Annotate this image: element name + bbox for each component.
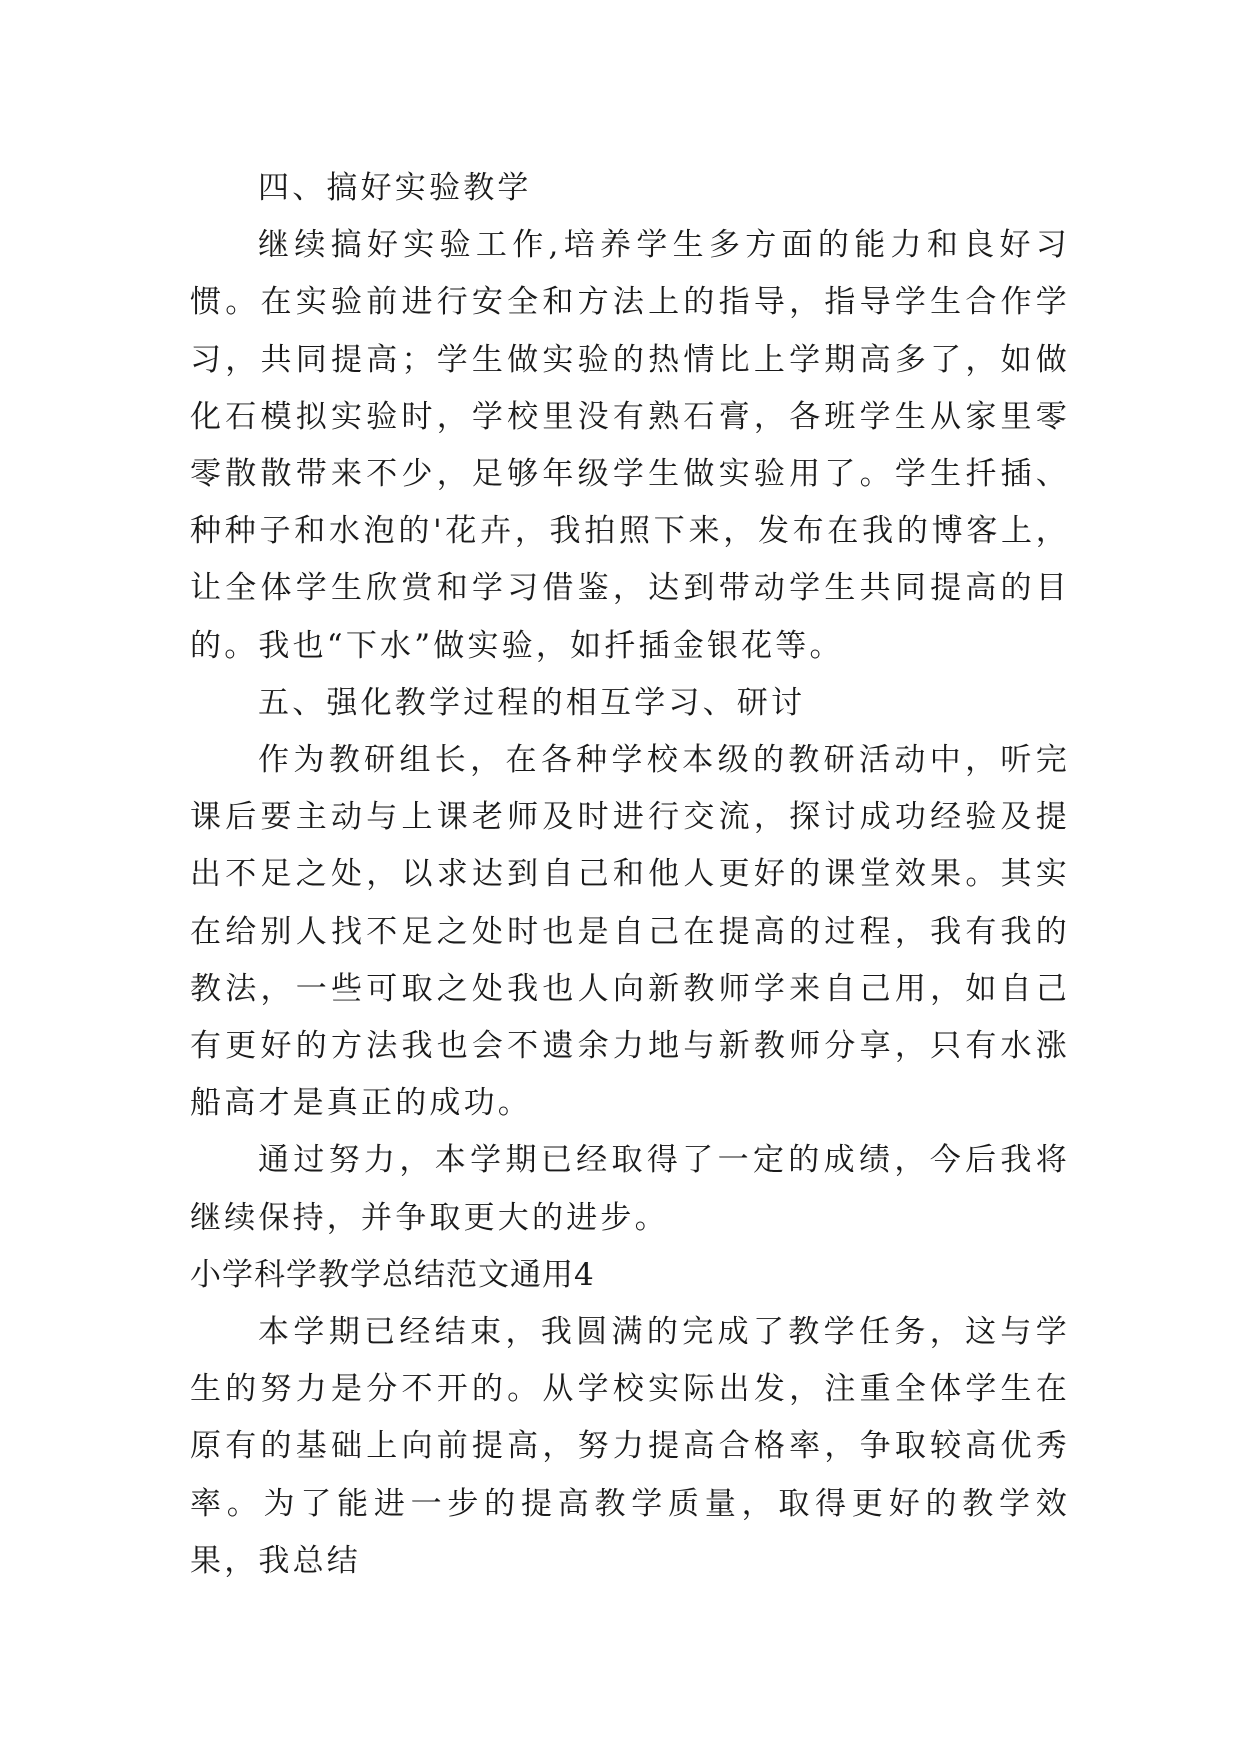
paragraph-semester-summary: 本学期已经结束，我圆满的完成了教学任务，这与学生的努力是分不开的。从学校实际出发，注重全体学生在原有的基础上向前提高，努力提高合格率，争取较高优秀率。为了能进一步的提高教学质量，取得更好的教学效果，我总结	[190, 1314, 1070, 1579]
section-heading-4: 四、搞好实验教学	[258, 170, 532, 206]
section-heading-5: 五、强化教学过程的相互学习、研讨	[258, 684, 806, 721]
document-body	[190, 160, 1070, 1590]
paragraph-teaching-research: 作为教研组长，在各种学校本级的教研活动中，听完课后要主动与上课老师及时进行交流，探讨成功经验及提出不足之处，以求达到自己和他人更好的课堂效果。其实在给别人找不足之处时也是自己在提高的过程，我有我的教法，一些可取之处我也人向新教师学来自己用，如自己有更好的方法我也会不遗余力地与新教师分享，只有水涨船高才是真正的成功。	[190, 742, 1070, 1122]
article-title-4: 小学科学教学总结范文通用4	[190, 1256, 595, 1293]
paragraph-experiment-teaching: 继续搞好实验工作,培养学生多方面的能力和良好习惯。在实验前进行安全和方法上的指导，指导学生合作学习，共同提高；学生做实验的热情比上学期高多了，如做化石模拟实验时，学校里没有熟石膏，各班学生从家里零零散散带来不少，足够年级学生做实验用了。学生扦插、种种子和水泡的'花卉，我拍照下来，发布在我的博客上，让全体学生欣赏和学习借鉴，达到带动学生共同提高的目的。我也“下水”做实验，如扦插金银花等。	[190, 227, 1070, 664]
paragraph-conclusion: 通过努力，本学期已经取得了一定的成绩，今后我将继续保持，并争取更大的进步。	[190, 1142, 1070, 1236]
